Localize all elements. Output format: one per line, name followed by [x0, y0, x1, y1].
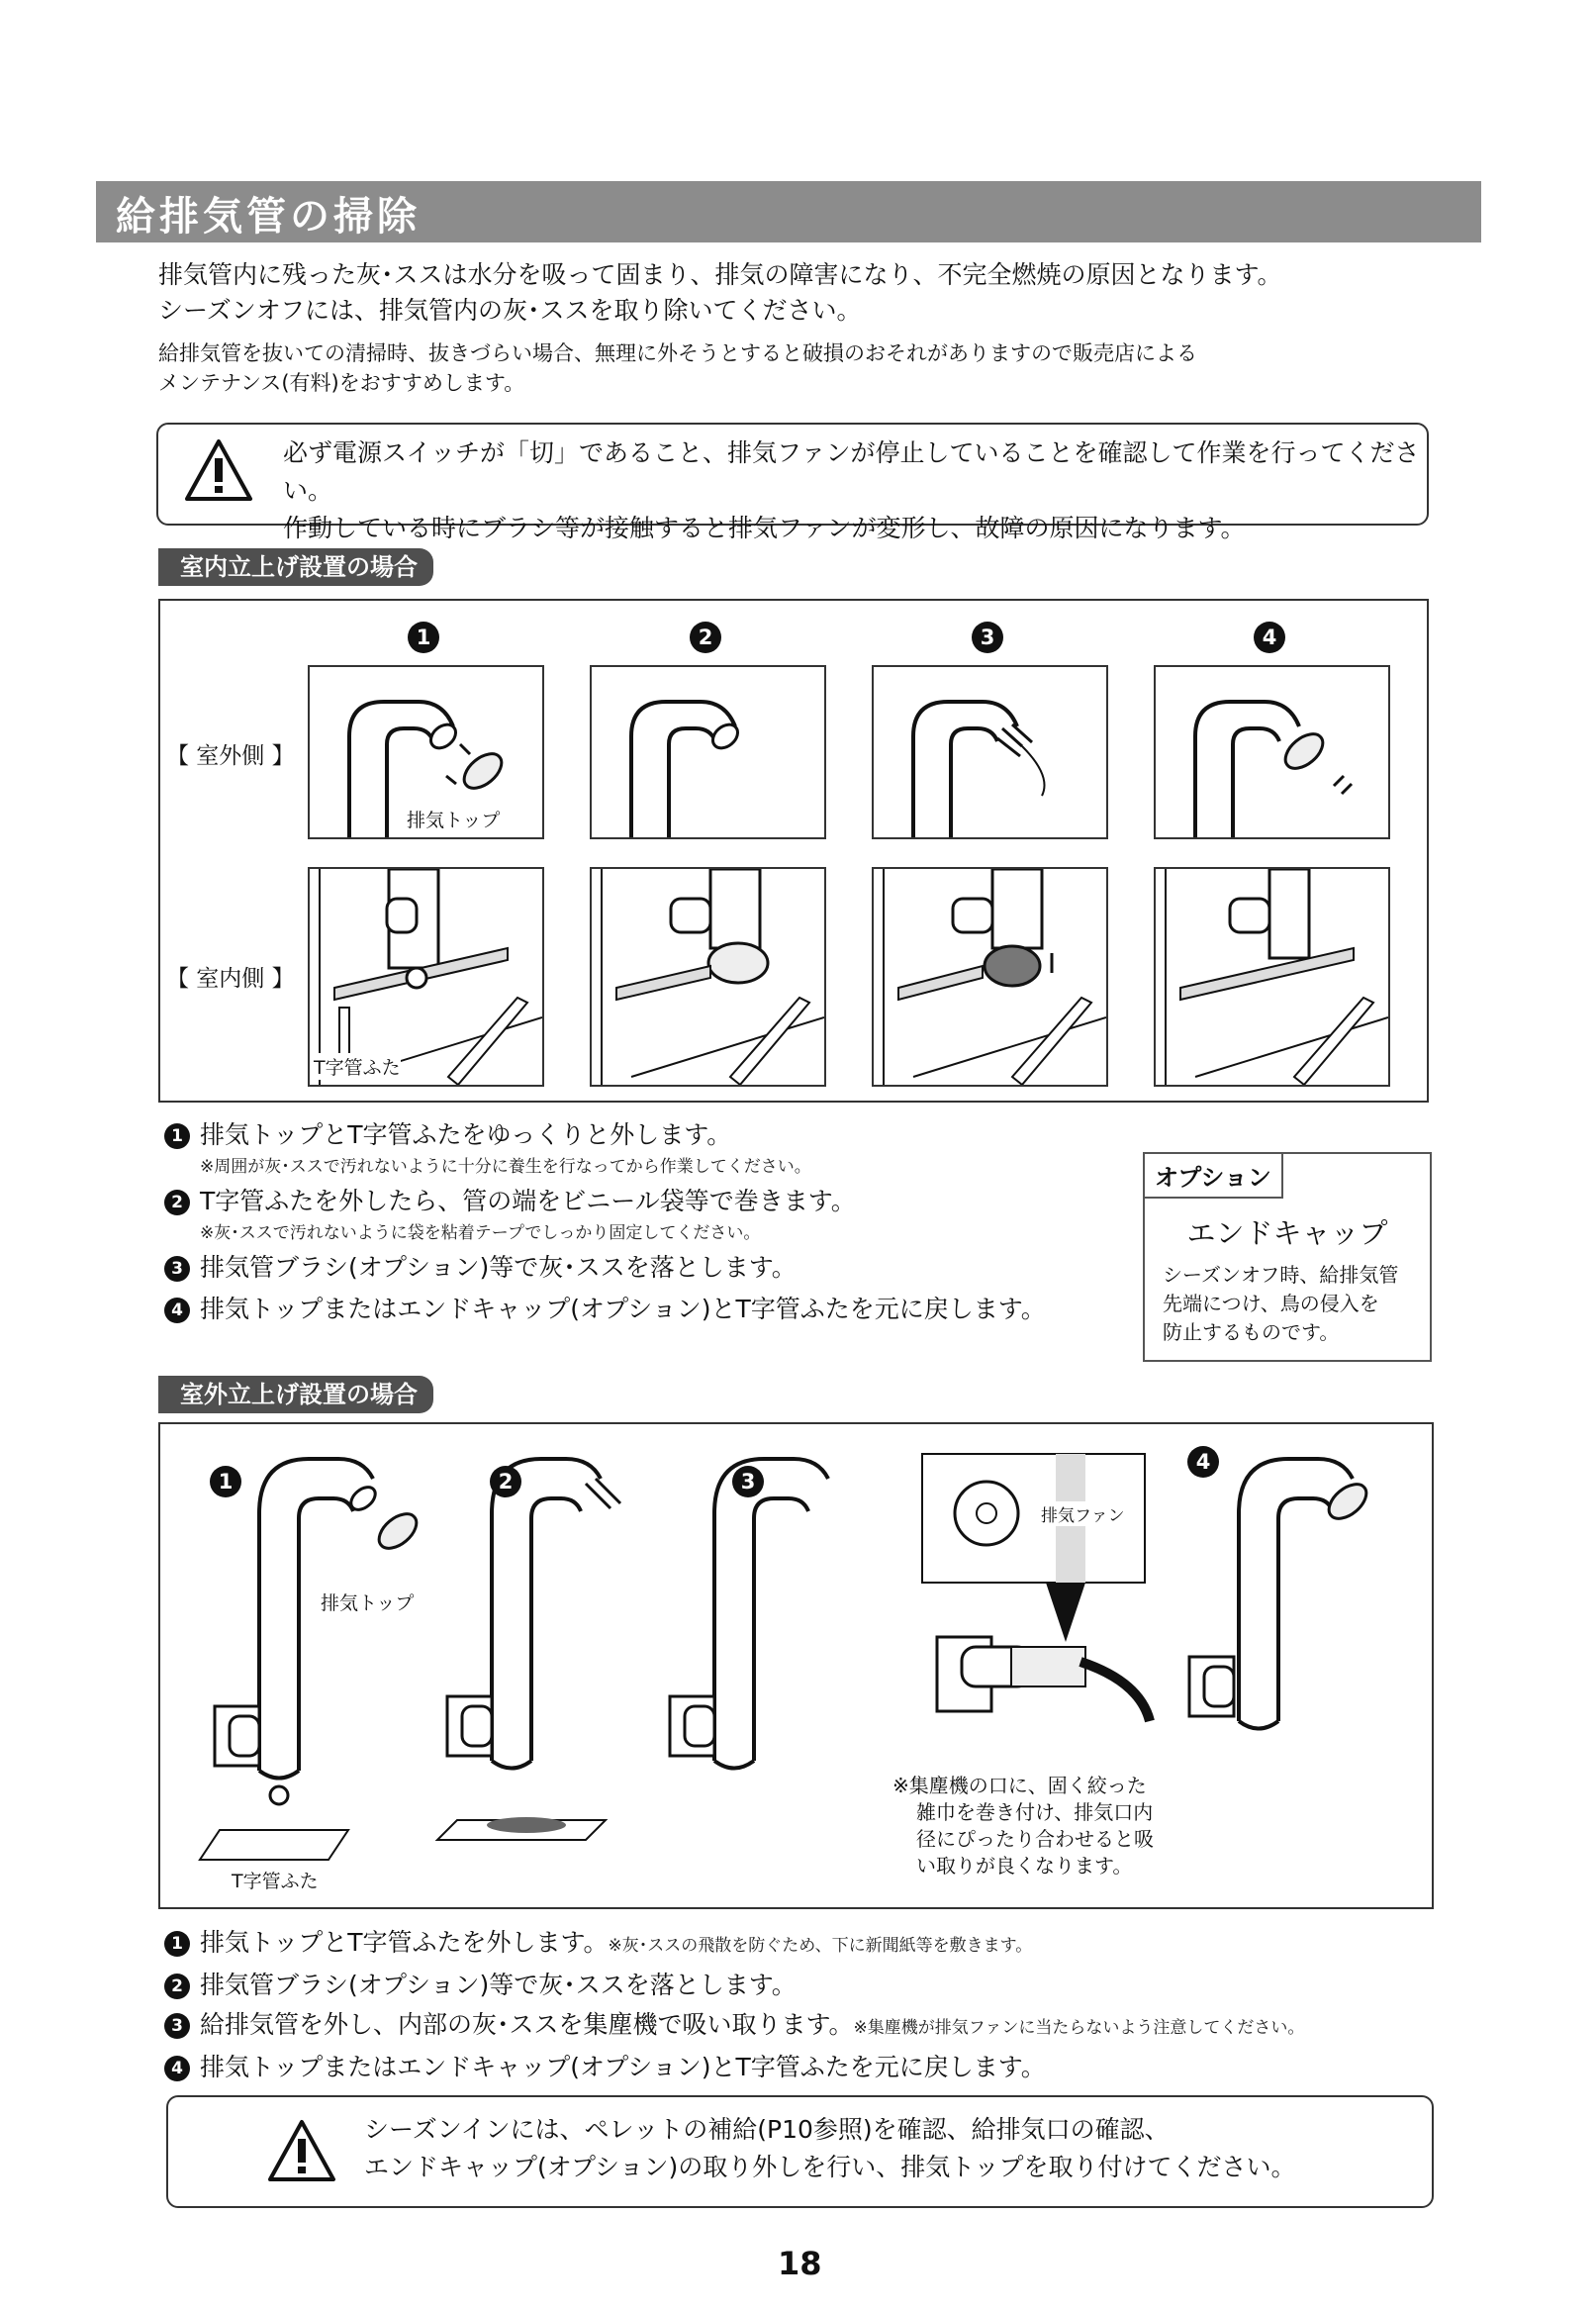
pipe-brush-illustration: [874, 667, 1106, 837]
outdoor-heading: 室外立上げ設置の場合: [158, 1376, 433, 1413]
warning-icon: [184, 438, 253, 502]
indoor-pipe-illustration: [1156, 869, 1388, 1085]
vacuum-note-line: い取りが良くなります。: [916, 1854, 1133, 1878]
warning-line: エンドキャップ(オプション)の取り外しを行い、排気トップを取り付けてください。: [364, 2153, 1296, 2181]
step-bullet: 3: [164, 1256, 190, 1282]
intro-line: 排気管内に残った灰･ススは水分を吸って固まり、排気の障害になり、不完全燃焼の原因となります。: [158, 260, 1282, 289]
step-text: 排気トップとT字管ふたを外します。: [200, 1928, 609, 1957]
page-number: 18: [778, 2245, 822, 2282]
step-item: [164, 1185, 1046, 1218]
section-title: 給排気管の掃除: [116, 194, 421, 240]
step-bullet: 2: [164, 1190, 190, 1215]
vacuum-note-line: 径にぴったり合わせると吸: [916, 1827, 1154, 1851]
outdoor-diagram-frame: [158, 1422, 1434, 1909]
step-number: 2: [490, 1466, 521, 1497]
vacuum-note-line: ※集塵機の口に、固く絞った: [892, 1774, 1147, 1797]
inside-panel-1: [308, 867, 544, 1087]
step-number: 4: [1254, 622, 1285, 653]
step-item: [164, 1293, 1046, 1326]
step-bullet: 1: [164, 1123, 190, 1149]
section-title-bar: [96, 181, 1481, 242]
exhaust-pipe-illustration: [592, 667, 824, 837]
option-desc-line: 先端につけ、鳥の侵入を: [1163, 1292, 1379, 1315]
step-bullet: 1: [164, 1931, 190, 1957]
outside-panel-3: [872, 665, 1108, 839]
option-desc-line: 防止するものです。: [1163, 1320, 1340, 1344]
step-item: [164, 1118, 1046, 1152]
outside-panel-1: [308, 665, 544, 839]
step-number: 3: [972, 622, 1003, 653]
step-item: [164, 2008, 1304, 2045]
inside-panel-2: [590, 867, 826, 1087]
step-item: [164, 1969, 1304, 2002]
indoor-pipe-bag-illustration: [874, 869, 1106, 1085]
option-name: エンドキャップ: [1186, 1216, 1388, 1250]
step-bullet: 3: [164, 2013, 190, 2039]
t-cap-label: T字管ふた: [232, 1867, 319, 1893]
inside-panel-3: [872, 867, 1108, 1087]
inside-panel-4: [1154, 867, 1390, 1087]
intro-text: [158, 257, 1282, 329]
option-box: [1143, 1152, 1432, 1362]
indoor-step-list: [164, 1118, 1046, 1326]
step-bullet: 4: [164, 2056, 190, 2081]
t-cap-label: T字管ふた: [314, 1053, 401, 1080]
step-number: 3: [732, 1466, 764, 1497]
warning-line: 必ず電源スイッチが「切」であること、排気ファンが停止していることを確認して作業を行ってください。: [283, 438, 1420, 505]
outdoor-pipe-illustrations: [160, 1424, 1432, 1907]
intro-line: シーズンオフには、排気管内の灰･ススを取り除いてください。: [158, 296, 862, 325]
fan-label: 排気ファン: [1041, 1501, 1125, 1526]
exhaust-top-label: 排気トップ: [407, 806, 500, 832]
step-text: 排気トップまたはエンドキャップ(オプション)とT字管ふたを元に戻します。: [200, 2053, 1046, 2081]
step-number: 4: [1187, 1446, 1219, 1478]
step-bullet: 4: [164, 1298, 190, 1323]
step-bullet: 2: [164, 1974, 190, 1999]
step-text: 給排気管を外し、内部の灰･ススを集塵機で吸い取ります。: [200, 2010, 854, 2039]
exhaust-top-label: 排気トップ: [321, 1589, 414, 1615]
outside-panel-4: [1154, 665, 1390, 839]
step-note: ※集塵機が排気ファンに当たらないよう注意してください。: [853, 2018, 1305, 2038]
row-label-outside: 【 室外側 】: [166, 743, 295, 769]
step-number: 1: [408, 622, 439, 653]
outside-panel-2: [590, 665, 826, 839]
step-item: [164, 1926, 1304, 1963]
indoor-pipe-bag-illustration: [592, 869, 824, 1085]
vacuum-note: [892, 1773, 1154, 1879]
step-note: ※灰･ススの飛散を防ぐため、下に新聞紙等を敷きます。: [608, 1936, 1033, 1956]
outdoor-step-list: [164, 1926, 1304, 2084]
step-text: 排気管ブラシ(オプション)等で灰･ススを落とします。: [200, 1971, 797, 1999]
warning-line: 作動している時にブラシ等が接触すると排気ファンが変形し、故障の原因になります。: [283, 514, 1246, 542]
vacuum-note-line: 雑巾を巻き付け、排気口内: [916, 1800, 1154, 1824]
exhaust-pipe-illustration: [1156, 667, 1388, 837]
row-label-inside: 【 室内側 】: [166, 966, 295, 992]
step-text: 排気管ブラシ(オプション)等で灰･ススを落とします。: [200, 1253, 797, 1282]
warning-line: シーズンインには、ペレットの補給(P10参照)を確認、給排気口の確認、: [364, 2115, 1170, 2144]
step-text: 排気トップまたはエンドキャップ(オプション)とT字管ふたを元に戻します。: [200, 1295, 1046, 1323]
intro-note-line: 給排気管を抜いての清掃時、抜きづらい場合、無理に外そうとすると破損のおそれがありますので販売店による: [158, 341, 1197, 365]
step-number: 1: [210, 1466, 241, 1497]
warning-box-top: [156, 423, 1429, 542]
option-label: オプション: [1145, 1154, 1283, 1199]
step-note: ※灰･ススで汚れないように袋を粘着テープでしっかり固定してください。: [200, 1223, 761, 1243]
step-number: 2: [690, 622, 721, 653]
option-desc-line: シーズンオフ時、給排気管: [1163, 1263, 1399, 1287]
step-item: [164, 1251, 1046, 1285]
warning-icon: [267, 2119, 336, 2182]
step-note: ※周囲が灰･ススで汚れないように十分に養生を行なってから作業してください。: [200, 1157, 811, 1177]
warning-box-bottom: [166, 2095, 1434, 2208]
option-description: [1163, 1261, 1398, 1347]
step-text: 排気トップとT字管ふたをゆっくりと外します。: [200, 1120, 732, 1149]
step-text: T字管ふたを外したら、管の端をビニール袋等で巻きます。: [200, 1187, 856, 1215]
intro-note-line: メンテナンス(有料)をおすすめします。: [158, 371, 525, 395]
intro-note: [158, 338, 1197, 398]
step-item: [164, 2051, 1304, 2084]
indoor-heading: 室内立上げ設置の場合: [158, 548, 433, 586]
